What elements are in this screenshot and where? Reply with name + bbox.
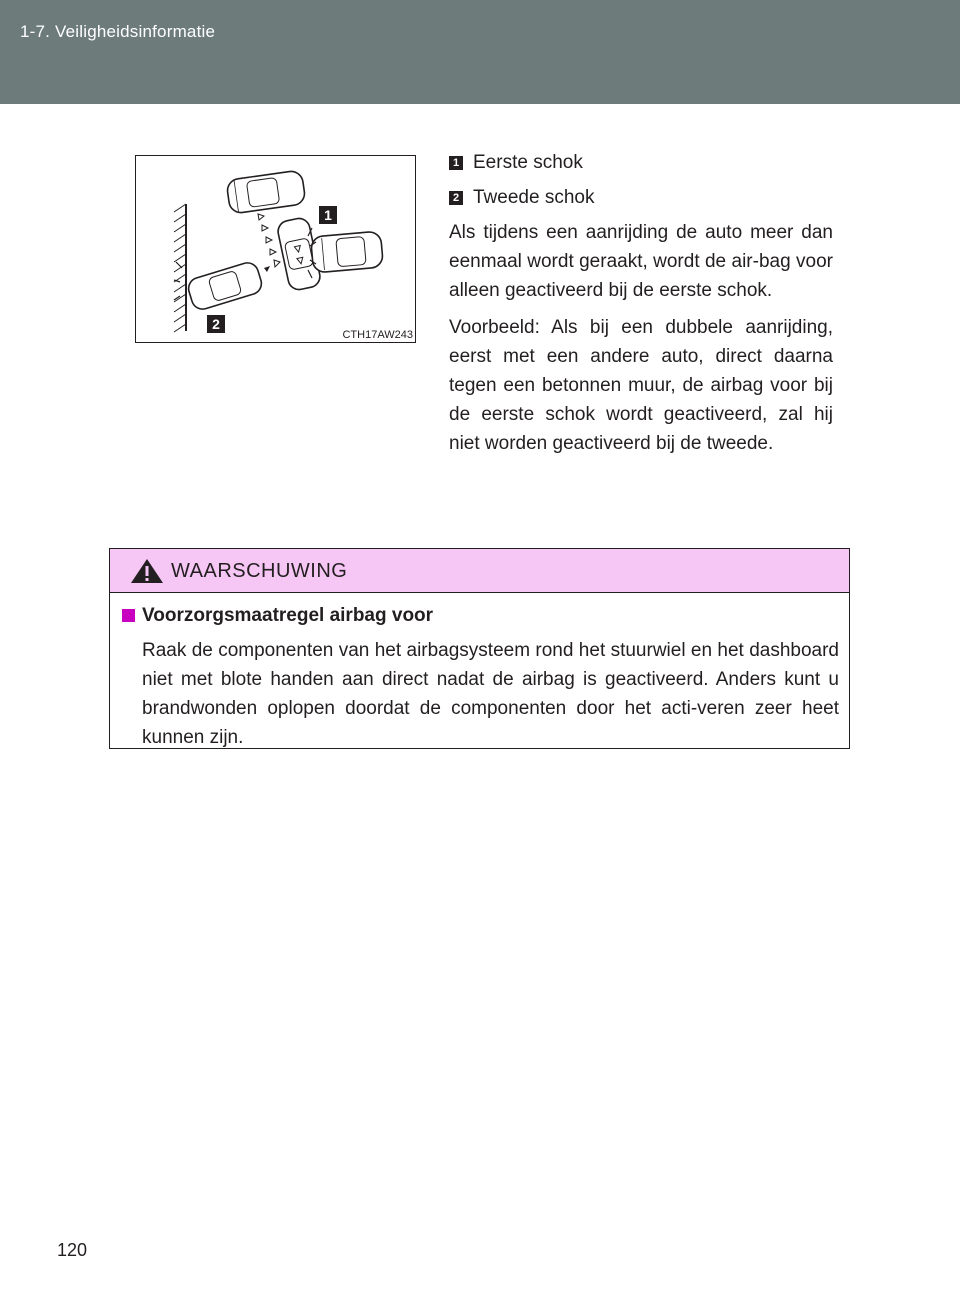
warning-box bbox=[109, 548, 850, 749]
section-title: 1-7. Veiligheidsinformatie bbox=[20, 22, 216, 41]
warning-title: WAARSCHUWING bbox=[171, 560, 348, 582]
legend-label-2: Tweede schok bbox=[473, 187, 595, 208]
bullet-square-icon bbox=[122, 609, 135, 622]
collision-diagram bbox=[136, 156, 415, 342]
collision-illustration bbox=[135, 155, 416, 343]
callout-2-label: 2 bbox=[212, 316, 220, 332]
car-right-icon bbox=[311, 231, 384, 273]
warning-heading-row bbox=[122, 601, 839, 630]
page-number: 120 bbox=[57, 1240, 88, 1260]
legend-number-2: 2 bbox=[449, 191, 463, 205]
car-top-icon bbox=[226, 170, 306, 214]
trajectory-arrows bbox=[258, 214, 280, 267]
warning-triangle-icon bbox=[130, 558, 164, 584]
warning-text: Raak de componenten van het airbagsysteem rond het stuurwiel en het dashboard niet met blote handen aan direct nadat de airbag is geactiveerd. Anders kunt u brandwonden oplopen doordat de componenten door het acti-veren zeer heet kunnen zijn. bbox=[142, 640, 839, 748]
warning-heading: Voorzorgsmaatregel airbag voor bbox=[142, 605, 434, 626]
wall-hatching bbox=[174, 204, 186, 332]
legend-item-1 bbox=[449, 148, 833, 177]
warning-header bbox=[110, 549, 849, 593]
body-paragraph-1: Als tijdens een aanrijding de auto meer dan eenmaal wordt geraakt, wordt de air-bag voor alleen geactiveerd bij de eerste schok. bbox=[449, 222, 833, 301]
legend-label-1: Eerste schok bbox=[473, 152, 583, 173]
figure-code: CTH17AW243 bbox=[342, 329, 413, 341]
callout-1-label: 1 bbox=[324, 207, 332, 223]
page-header bbox=[0, 0, 960, 104]
legend-item-2 bbox=[449, 183, 833, 212]
warning-content bbox=[110, 593, 849, 752]
car-wall-icon bbox=[186, 260, 264, 312]
body-paragraph-2: Voorbeeld: Als bij een dubbele aanrijding, eerst met een andere auto, direct daarna tegen een betonnen muur, de airbag voor bij de eerste schok wordt geactiveerd, zal hij niet worden geactiveerd bij de tweede. bbox=[449, 317, 833, 454]
explanation-column bbox=[449, 148, 833, 466]
legend-number-1: 1 bbox=[449, 156, 463, 170]
arrow-to-wall bbox=[264, 266, 270, 272]
